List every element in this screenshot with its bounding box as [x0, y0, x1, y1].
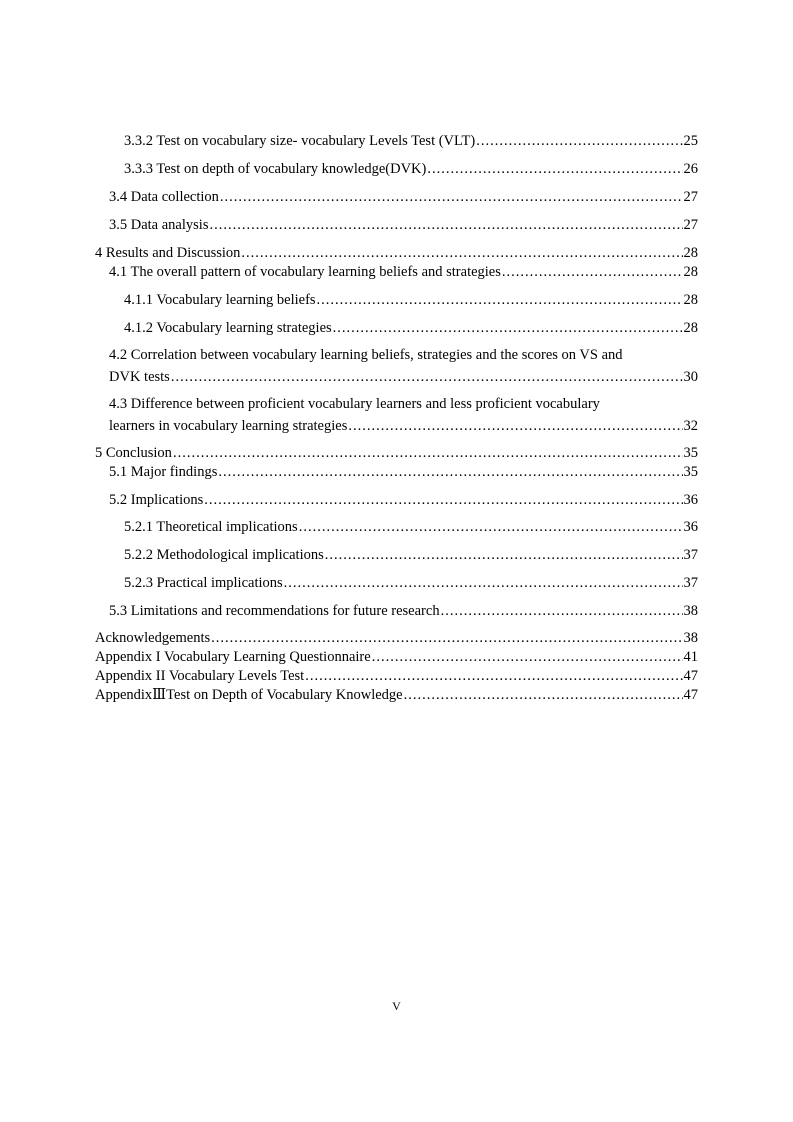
- toc-entry-page: 36: [683, 492, 698, 508]
- toc-entry-page: 36: [683, 519, 698, 535]
- toc-entry-title: 3.3.3 Test on depth of vocabulary knowledge(DVK): [124, 161, 427, 177]
- toc-entry-title: AppendixⅢTest on Depth of Vocabulary Knowledge: [95, 687, 403, 703]
- toc-entry-title: 4 Results and Discussion: [95, 245, 241, 261]
- toc-leader-dots: [211, 628, 682, 648]
- toc-entry-page: 27: [683, 217, 698, 233]
- toc-entry-title: Acknowledgements: [95, 630, 211, 646]
- toc-leader-dots: [348, 416, 682, 436]
- page-number: V: [392, 999, 401, 1013]
- toc-entry-title: 5.1 Major findings: [109, 464, 218, 480]
- toc-entry-title: 5.2.3 Practical implications: [124, 575, 283, 591]
- toc-leader-dots: [209, 215, 682, 235]
- toc-entry-title: 5.3 Limitations and recommendations for future research: [109, 603, 440, 619]
- toc-entry-title: 4.1.2 Vocabulary learning strategies: [124, 320, 332, 336]
- toc-entry-page: 47: [683, 668, 698, 684]
- toc-leader-dots: [204, 490, 682, 510]
- toc-leader-dots: [220, 187, 683, 207]
- toc-entry-page: 35: [683, 445, 698, 461]
- toc-entry-title: learners in vocabulary learning strategies: [109, 418, 348, 434]
- toc-entry-page: 35: [683, 464, 698, 480]
- toc-entry-page: 28: [683, 320, 698, 336]
- toc-leader-dots: [173, 443, 683, 463]
- toc-entry-title: 4.1 The overall pattern of vocabulary learning beliefs and strategies: [109, 264, 501, 280]
- toc-entry-title: 3.5 Data analysis: [109, 217, 209, 233]
- toc-entry-page: 47: [683, 687, 698, 703]
- toc-entry-title: Appendix I Vocabulary Learning Questionnaire: [95, 649, 371, 665]
- toc-leader-dots: [476, 131, 682, 151]
- toc-entry-page: 41: [683, 649, 698, 665]
- toc-entry-page: 38: [683, 630, 698, 646]
- toc-entry-page: 25: [683, 133, 698, 149]
- toc-entry-page: 28: [683, 264, 698, 280]
- toc-leader-dots: [241, 243, 682, 263]
- toc-leader-dots: [299, 517, 683, 537]
- toc-leader-dots: [171, 367, 683, 387]
- toc-entry-title-line1: 4.3 Difference between proficient vocabulary learners and less proficient vocabulary: [109, 396, 600, 412]
- toc-leader-dots: [441, 601, 683, 621]
- toc-entry-page: 37: [683, 547, 698, 563]
- toc-entry-title: DVK tests: [109, 369, 170, 385]
- toc-entry-title-line1: 4.2 Correlation between vocabulary learning beliefs, strategies and the scores on VS and: [109, 347, 623, 363]
- toc-entry-title: 5.2.1 Theoretical implications: [124, 519, 298, 535]
- toc-leader-dots: [305, 666, 682, 686]
- toc-leader-dots: [427, 159, 682, 179]
- toc-entry-title: 3.3.2 Test on vocabulary size- vocabulary Levels Test (VLT): [124, 133, 476, 149]
- toc-entry-page: 38: [683, 603, 698, 619]
- toc-leader-dots: [404, 685, 683, 705]
- toc-entry-page: 37: [683, 575, 698, 591]
- toc-entry-page: 26: [683, 161, 698, 177]
- toc-leader-dots: [372, 647, 683, 667]
- toc-entry-page: 28: [683, 245, 698, 261]
- toc-leader-dots: [317, 290, 683, 310]
- toc-entry-title: 3.4 Data collection: [109, 189, 219, 205]
- toc-entry-title: 4.1.1 Vocabulary learning beliefs: [124, 292, 316, 308]
- toc-entry-title: Appendix II Vocabulary Levels Test: [95, 668, 305, 684]
- toc-leader-dots: [325, 545, 683, 565]
- toc-leader-dots: [284, 573, 683, 593]
- toc-entry-title: 5 Conclusion: [95, 445, 172, 461]
- toc-entry-page: 28: [683, 292, 698, 308]
- toc-leader-dots: [502, 262, 683, 282]
- toc-entry-page: 32: [683, 418, 698, 434]
- toc-leader-dots: [218, 462, 682, 482]
- toc-entry-page: 30: [683, 369, 698, 385]
- toc-leader-dots: [333, 318, 683, 338]
- toc-entry-page: 27: [683, 189, 698, 205]
- toc-entry-title: 5.2.2 Methodological implications: [124, 547, 324, 563]
- toc-entry-title: 5.2 Implications: [109, 492, 204, 508]
